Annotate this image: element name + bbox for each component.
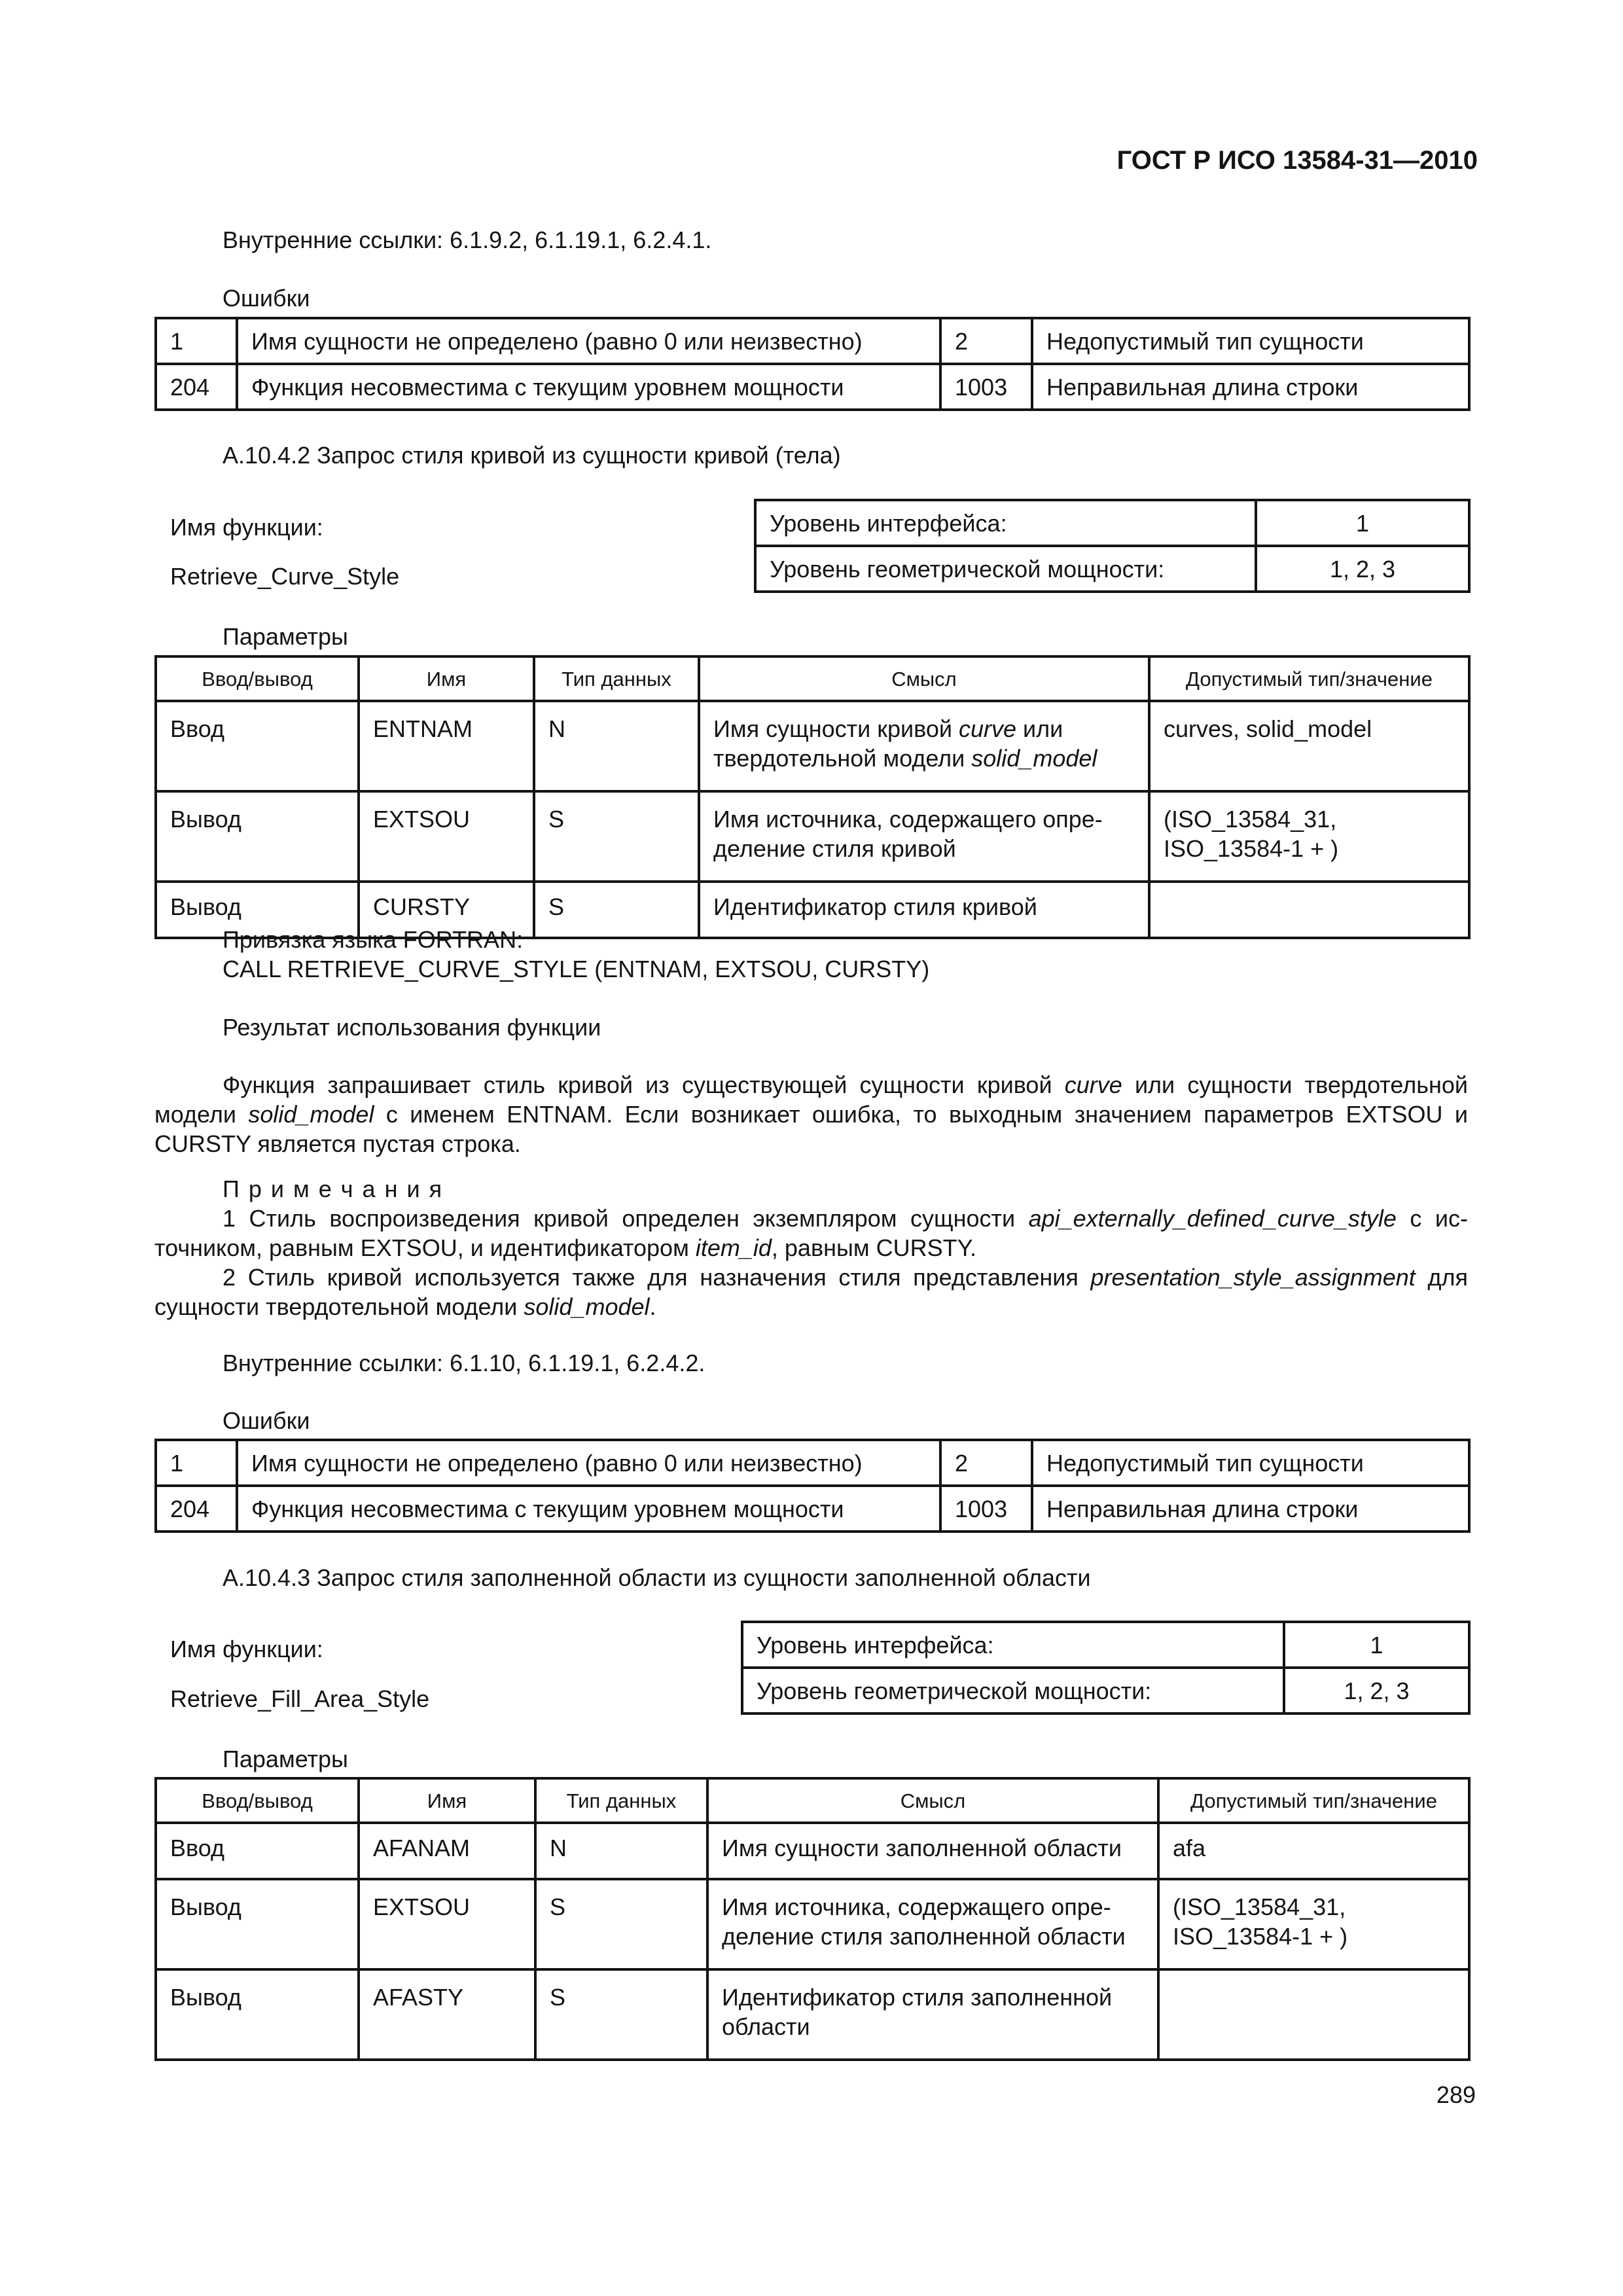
level-label: Уровень геометрической мощности:	[755, 546, 1256, 592]
error-code: 1003	[940, 1486, 1032, 1532]
parameters-label: Параметры	[223, 1746, 348, 1772]
error-text: Имя сущности не определено (равно 0 или неизвестно)	[237, 318, 940, 364]
error-text: Функция несовместима с текущим уровнем мощности	[237, 1486, 940, 1532]
meaning-cell: Идентификатор стиля кривой	[699, 882, 1149, 938]
io-cell: Вывод	[156, 1879, 359, 1969]
name-cell: AFANAM	[359, 1823, 535, 1879]
table-header-row	[156, 656, 1469, 701]
allowed-cell: (ISO_13584_31, ISO_13584-1 + )	[1149, 791, 1469, 882]
io-cell: Вывод	[156, 791, 359, 882]
page-number: 289	[1436, 2081, 1476, 2108]
io-cell: Ввод	[156, 701, 359, 791]
result-label: Результат использования функции	[223, 1014, 601, 1041]
column-header: Ввод/вывод	[156, 1778, 359, 1823]
table-row	[156, 1969, 1469, 2060]
level-value: 1, 2, 3	[1284, 1668, 1469, 1713]
name-cell: CURSTY	[359, 882, 534, 938]
table-row	[755, 500, 1469, 546]
section-heading: А.10.4.2 Запрос стиля кривой из сущности кривой (тела)	[223, 442, 841, 469]
allowed-cell	[1158, 1969, 1469, 2060]
parameters-label: Параметры	[223, 623, 348, 650]
error-text: Неправильная длина строки	[1032, 1486, 1469, 1532]
level-label: Уровень интерфейса:	[755, 500, 1256, 546]
name-cell: AFASTY	[359, 1969, 535, 2060]
meaning-cell: Идентификатор стиля заполненной области	[707, 1969, 1158, 2060]
errors-label: Ошибки	[223, 1407, 310, 1434]
function-name-label: Имя функции:	[170, 1636, 323, 1662]
meaning-cell: Имя источника, содержащего опре-деление стиля заполненной области	[707, 1879, 1158, 1969]
type-cell: N	[535, 1823, 707, 1879]
section-heading: А.10.4.3 Запрос стиля заполненной области из сущности заполненной области	[223, 1564, 1091, 1591]
column-header: Имя	[359, 656, 534, 701]
note-2: 2 Стиль кривой используется также для назначения стиля представления presentation_style_assignment для сущности твердотельной модели solid_model.	[154, 1264, 1468, 1320]
meaning-cell: Имя сущности кривой curve или твердотельной модели solid_model	[699, 701, 1149, 791]
table-row	[156, 791, 1469, 882]
function-name-label: Имя функции:	[170, 514, 323, 541]
function-name: Retrieve_Fill_Area_Style	[170, 1685, 430, 1712]
allowed-cell	[1149, 882, 1469, 938]
function-description: Функция запрашивает стиль кривой из существующей сущности кривой curve или сущности твердотельной модели solid_model с именем ENTNAM. Если возникает ошибка, то выходным значением параметров EXTSOU и CURSTY является пустая строка.	[154, 1071, 1468, 1157]
parameters-table	[154, 1777, 1471, 2061]
allowed-cell: afa	[1158, 1823, 1469, 1879]
errors-table	[154, 317, 1471, 411]
allowed-cell: curves, solid_model	[1149, 701, 1469, 791]
error-code: 1003	[940, 364, 1032, 410]
column-header: Смысл	[707, 1778, 1158, 1823]
fortran-label: Привязка языка FORTRAN:	[223, 926, 524, 953]
table-header-row	[156, 1778, 1469, 1823]
level-value: 1	[1284, 1622, 1469, 1668]
column-header: Имя	[359, 1778, 535, 1823]
levels-table	[754, 499, 1471, 593]
parameters-table	[154, 655, 1471, 939]
name-cell: ENTNAM	[359, 701, 534, 791]
io-cell: Вывод	[156, 1969, 359, 2060]
level-value: 1, 2, 3	[1256, 546, 1469, 592]
column-header: Допустимый тип/значение	[1158, 1778, 1469, 1823]
column-header: Тип данных	[535, 1778, 707, 1823]
io-cell: Ввод	[156, 1823, 359, 1879]
errors-table	[154, 1439, 1471, 1533]
allowed-cell: (ISO_13584_31, ISO_13584-1 + )	[1158, 1879, 1469, 1969]
meaning-cell: Имя сущности заполненной области	[707, 1823, 1158, 1879]
type-cell: S	[535, 1879, 707, 1969]
error-code: 1	[156, 1440, 237, 1486]
type-cell: S	[534, 882, 699, 938]
error-text: Недопустимый тип сущности	[1032, 318, 1469, 364]
error-code: 1	[156, 318, 237, 364]
error-text: Недопустимый тип сущности	[1032, 1440, 1469, 1486]
table-row	[742, 1668, 1469, 1713]
type-cell: N	[534, 701, 699, 791]
io-cell: Вывод	[156, 882, 359, 938]
column-header: Ввод/вывод	[156, 656, 359, 701]
level-label: Уровень геометрической мощности:	[742, 1668, 1284, 1713]
error-text: Функция несовместима с текущим уровнем мощности	[237, 364, 940, 410]
column-header: Смысл	[699, 656, 1149, 701]
table-row	[156, 364, 1469, 410]
name-cell: EXTSOU	[359, 791, 534, 882]
errors-label: Ошибки	[223, 285, 310, 312]
table-row	[156, 1879, 1469, 1969]
column-header: Допустимый тип/значение	[1149, 656, 1469, 701]
table-row	[156, 1823, 1469, 1879]
level-label: Уровень интерфейса:	[742, 1622, 1284, 1668]
error-code: 2	[940, 318, 1032, 364]
level-value: 1	[1256, 500, 1469, 546]
table-row	[156, 318, 1469, 364]
internal-references: Внутренние ссылки: 6.1.9.2, 6.1.19.1, 6.2.4.1.	[223, 226, 712, 253]
table-row	[755, 546, 1469, 592]
table-row	[156, 1440, 1469, 1486]
name-cell: EXTSOU	[359, 1879, 535, 1969]
error-code: 2	[940, 1440, 1032, 1486]
type-cell: S	[534, 791, 699, 882]
error-text: Неправильная длина строки	[1032, 364, 1469, 410]
meaning-cell: Имя источника, содержащего опре-деление стиля кривой	[699, 791, 1149, 882]
table-row	[156, 1486, 1469, 1532]
column-header: Тип данных	[534, 656, 699, 701]
notes-label: П р и м е ч а н и я	[223, 1175, 444, 1202]
table-row	[156, 701, 1469, 791]
table-row	[742, 1622, 1469, 1668]
levels-table	[741, 1621, 1471, 1715]
note-1: 1 Стиль воспроизведения кривой определен экземпляром сущности api_externally_defined_curve_style с ис-точником, равным EXTSOU, и идентификатором item_id, равным CURSTY.	[154, 1205, 1468, 1261]
error-code: 204	[156, 364, 237, 410]
error-code: 204	[156, 1486, 237, 1532]
type-cell: S	[535, 1969, 707, 2060]
document-header: ГОСТ Р ИСО 13584-31—2010	[1116, 146, 1478, 175]
internal-references: Внутренние ссылки: 6.1.10, 6.1.19.1, 6.2.4.2.	[223, 1350, 705, 1376]
function-name: Retrieve_Curve_Style	[170, 563, 400, 590]
error-text: Имя сущности не определено (равно 0 или неизвестно)	[237, 1440, 940, 1486]
fortran-call: CALL RETRIEVE_CURVE_STYLE (ENTNAM, EXTSOU, CURSTY)	[223, 956, 930, 982]
